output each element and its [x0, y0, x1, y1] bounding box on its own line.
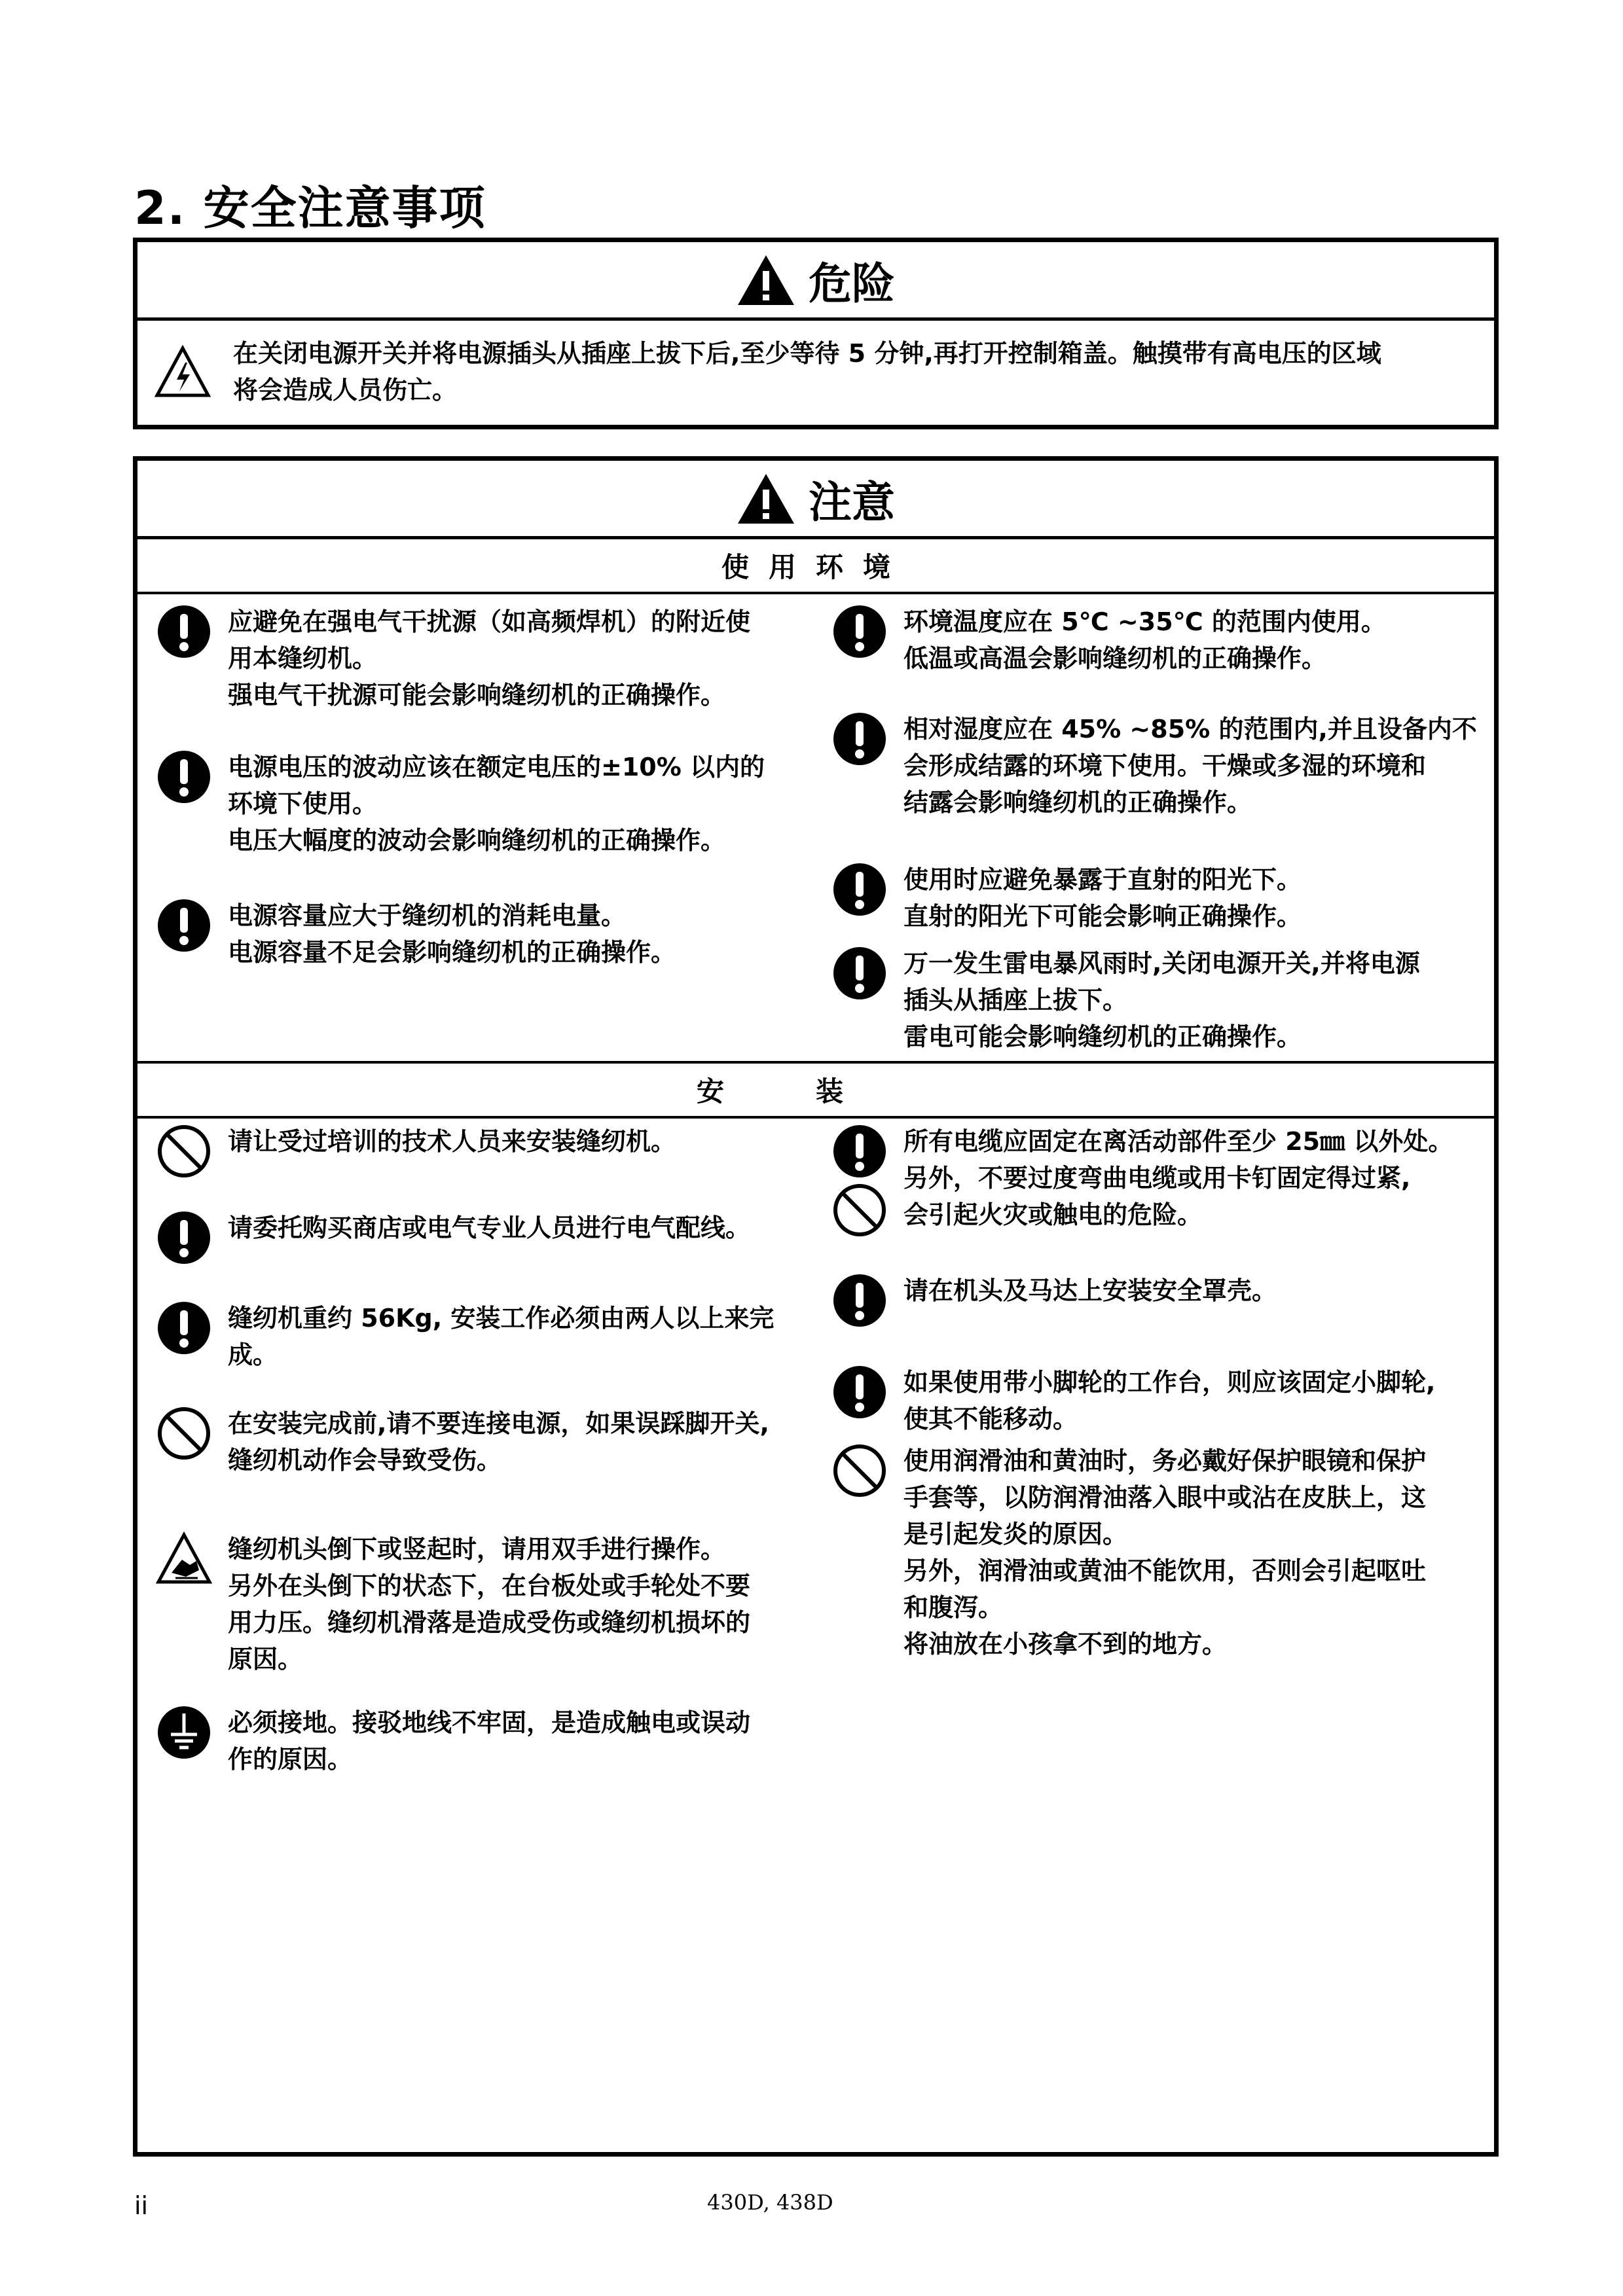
item-text: 在安装完成前,请不要连接电源，如果误踩脚开关, 缝纫机动作会导致受伤。 [228, 1409, 769, 1475]
list-item [831, 1364, 1493, 1437]
list-item [156, 897, 817, 971]
item-text: 使用润滑油和黄油时，务必戴好保护眼镜和保护 手套等，以防润滑油落入眼中或沾在皮肤上，这 是引起发炎的原因。 另外，润滑油或黄油不能饮用，否则会引起呕吐 和腹泻。 将油放在小孩拿不到的地方。 [903, 1446, 1427, 1659]
item-text: 电源容量应大于缝纫机的消耗电量。 电源容量不足会影响缝纫机的正确操作。 [228, 901, 676, 967]
warning-triangle-icon [737, 473, 795, 525]
ground-icon [156, 1704, 212, 1761]
list-item [831, 1443, 1493, 1662]
page-number: ii [134, 2191, 149, 2220]
item-text: 缝纫机重约 56Kg, 安装工作必须由两人以上来完 成。 [228, 1304, 775, 1369]
mandatory-icon [156, 1300, 212, 1356]
mandatory-icon [156, 749, 212, 805]
item-text: 必须接地。接驳地线不牢固，是造成触电或误动 作的原因。 [228, 1708, 751, 1774]
item-text: 如果使用带小脚轮的工作台，则应该固定小脚轮, 使其不能移动。 [903, 1368, 1436, 1433]
mandatory-icon [831, 711, 888, 767]
caution-heading: 注意 [809, 477, 895, 528]
mandatory-icon [831, 1123, 888, 1179]
item-text: 所有电缆应固定在离活动部件至少 25㎜ 以外处。 另外，不要过度弯曲电缆或用卡钉固定得过紧, 会引起火灾或触电的危险。 [903, 1127, 1453, 1229]
mandatory-icon [156, 1210, 212, 1266]
danger-box [133, 238, 1499, 429]
prohibited-icon [156, 1123, 212, 1179]
item-text: 应避免在强电气干扰源（如高频焊机）的附近使 用本缝纫机。 强电气干扰源可能会影响缝纫机的正确操作。 [228, 607, 751, 709]
list-item [156, 1704, 817, 1778]
prohibited-icon [831, 1443, 888, 1499]
item-text: 缝纫机头倒下或竖起时，请用双手进行操作。 另外在头倒下的状态下，在台板处或手轮处不要 用力压。缝纫机滑落是造成受伤或缝纫机损坏的 原因。 [228, 1535, 751, 1674]
list-item [831, 945, 1493, 1055]
danger-header [137, 242, 1494, 321]
list-item [831, 1123, 1493, 1238]
list-item [156, 1405, 817, 1479]
section-title-installation: 安装 [137, 1061, 1494, 1119]
list-item [156, 603, 817, 713]
list-item [156, 1531, 817, 1677]
item-text: 请让受过培训的技术人员来安装缝纫机。 [228, 1127, 676, 1156]
prohibited-icon [156, 1405, 212, 1462]
warning-triangle-icon [737, 254, 795, 306]
mandatory-icon [831, 1272, 888, 1329]
mandatory-icon [831, 1364, 888, 1420]
prohibited-icon [831, 1182, 888, 1238]
page-title: 2. 安全注意事项 [134, 181, 486, 235]
mandatory-icon [831, 861, 888, 918]
list-item [156, 1123, 817, 1179]
mandatory-icon [831, 945, 888, 1001]
hand-pinch-warning-icon [156, 1531, 212, 1587]
list-item [156, 1300, 817, 1373]
item-text: 电源电压的波动应该在额定电压的±10% 以内的 环境下使用。 电压大幅度的波动会影响缝纫机的正确操作。 [228, 753, 765, 855]
list-item [831, 603, 1493, 677]
item-text: 请在机头及马达上安装安全罩壳。 [903, 1276, 1277, 1305]
mandatory-icon [831, 603, 888, 660]
item-text: 使用时应避免暴露于直射的阳光下。 直射的阳光下可能会影响正确操作。 [903, 865, 1302, 931]
danger-heading: 危险 [809, 259, 895, 309]
high-voltage-icon [155, 344, 211, 401]
item-text: 环境温度应在 5℃ ~35℃ 的范围内使用。 低温或高温会影响缝纫机的正确操作。 [903, 607, 1386, 673]
danger-item [155, 335, 1470, 408]
caution-box [133, 456, 1499, 2157]
caution-header [137, 461, 1494, 539]
list-item [156, 749, 817, 859]
list-item [156, 1210, 817, 1266]
list-item [831, 1272, 1493, 1329]
section-title-environment: 使用环境 [137, 539, 1494, 594]
list-item [831, 711, 1493, 821]
danger-text: 在关闭电源开关并将电源插头从插座上拔下后,至少等待 5 分钟,再打开控制箱盖。触摸带有高电压的区域 将会造成人员伤亡。 [233, 339, 1381, 404]
item-text: 请委托购买商店或电气专业人员进行电气配线。 [228, 1213, 751, 1242]
icon-stack [831, 1123, 888, 1238]
list-item [831, 861, 1493, 935]
item-text: 万一发生雷电暴风雨时,关闭电源开关,并将电源 插头从插座上拔下。 雷电可能会影响缝纫机的正确操作。 [903, 949, 1420, 1051]
mandatory-icon [156, 897, 212, 954]
item-text: 相对湿度应在 45% ~85% 的范围内,并且设备内不 会形成结露的环境下使用。干燥或多湿的环境和 结露会影响缝纫机的正确操作。 [903, 715, 1477, 817]
mandatory-icon [156, 603, 212, 660]
model-label: 430D, 438D [707, 2190, 833, 2215]
